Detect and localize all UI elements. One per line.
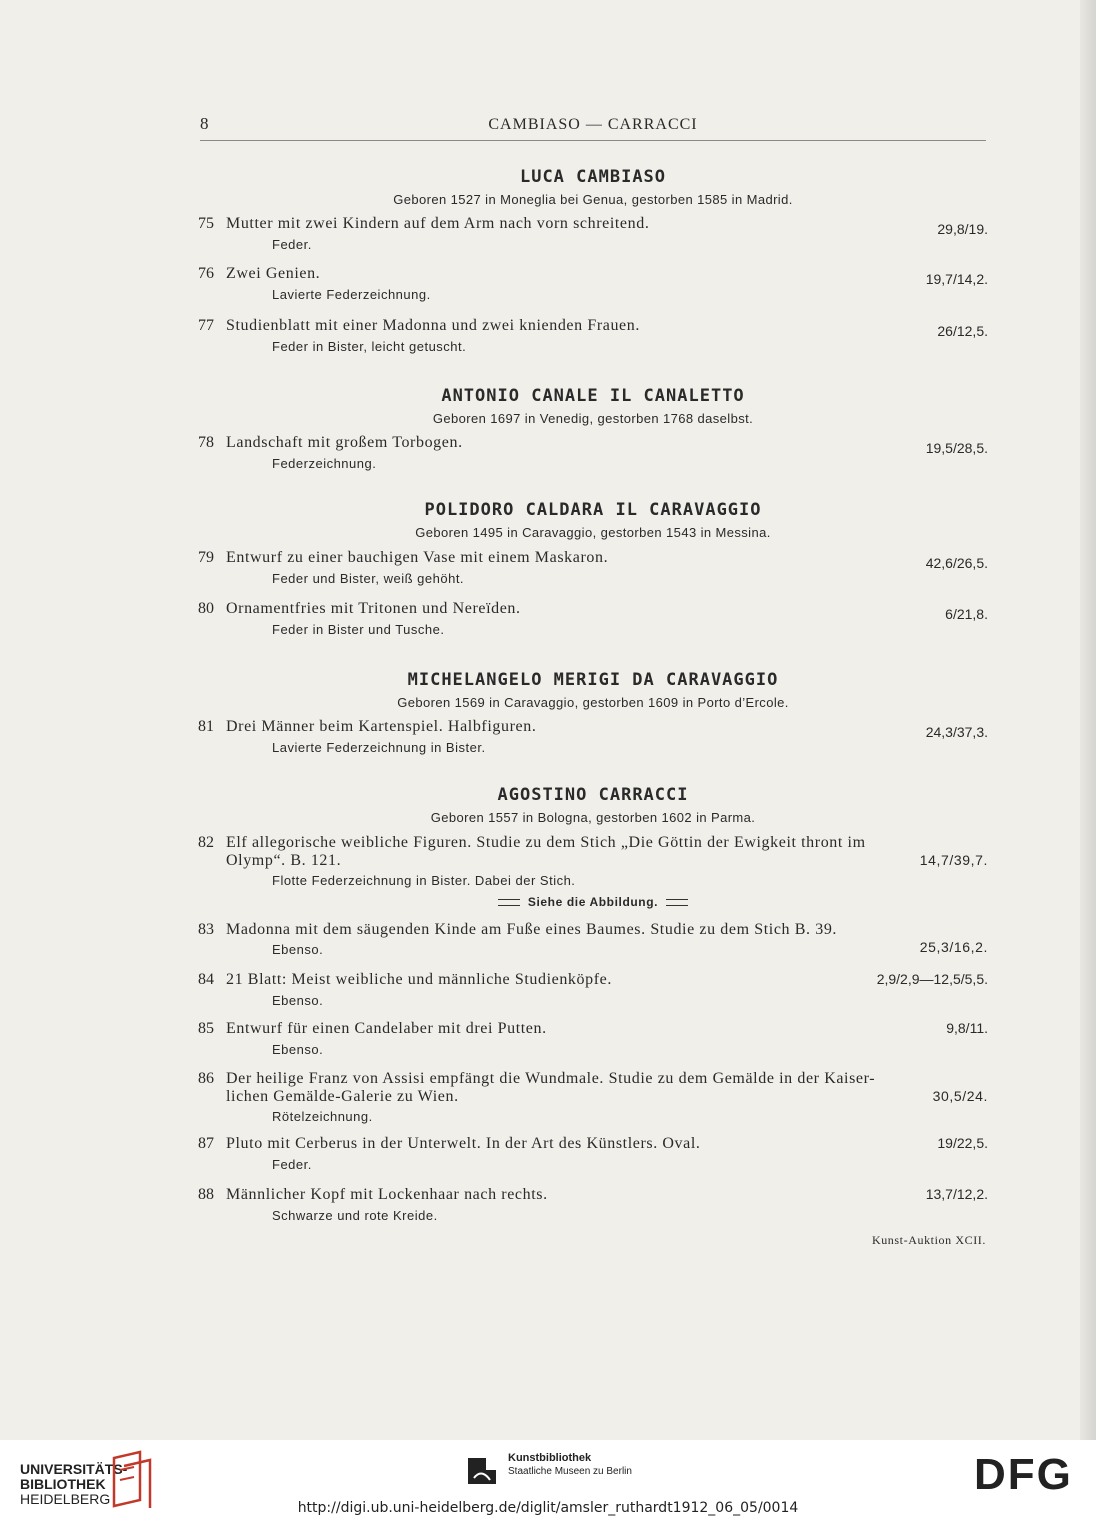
entry-title: Zwei Genien.: [226, 265, 321, 282]
catalog-entry: [198, 1070, 988, 1125]
entry-number: 81: [198, 718, 214, 735]
entry-number: 86: [198, 1070, 214, 1087]
entry-title: Mutter mit zwei Kindern auf dem Arm nach vorn schreitend.: [226, 215, 650, 232]
catalog-entry: [198, 1186, 988, 1224]
artist-bio: Geboren 1569 in Caravaggio, gestorben 1609 in Porto d’Ercole.: [397, 695, 789, 710]
artist-name: AGOSTINO CARRACCI: [497, 785, 689, 805]
signature-mark: Kunst-Auktion XCII.: [871, 1233, 986, 1247]
artist-bio: Geboren 1495 in Caravaggio, gestorben 1543 in Messina.: [415, 525, 771, 540]
entry-technique: Lavierte Federzeichnung.: [272, 287, 431, 302]
entry-measurement: 9,8/11.: [946, 1020, 988, 1036]
entry-number: 85: [198, 1020, 214, 1037]
artist-bio: Geboren 1697 in Venedig, gestorben 1768 daselbst.: [432, 411, 754, 426]
notice-text: Siehe die Abbildung.: [527, 895, 659, 909]
entry-number: 79: [198, 549, 214, 566]
entry-measurement: 30,5/24.: [932, 1088, 988, 1104]
entry-measurement: 26/12,5.: [937, 323, 988, 339]
entry-title: Landschaft mit großem Torbogen.: [226, 434, 463, 451]
artist-section: [200, 500, 986, 540]
kunstbibliothek-logo-icon: [466, 1456, 498, 1486]
catalog-entry: [198, 971, 988, 1009]
entry-technique: Feder.: [272, 237, 312, 252]
entry-title: Entwurf für einen Candelaber mit drei Putten.: [226, 1020, 547, 1037]
entry-technique: Ebenso.: [272, 993, 324, 1008]
entry-title-continuation: lichen Gemälde-Galerie zu Wien.: [226, 1088, 459, 1105]
artist-section: [200, 670, 986, 710]
entry-technique: Ebenso.: [272, 1042, 324, 1057]
permalink-url[interactable]: http://digi.ub.uni-heidelberg.de/diglit/amsler_ruthardt1912_06_05/0014: [297, 1500, 799, 1516]
entry-technique: Flotte Federzeichnung in Bister. Dabei der Stich.: [272, 873, 576, 888]
kunstbibliothek-title: Kunstbibliothek: [508, 1452, 592, 1464]
catalog-entry: [198, 718, 988, 756]
entry-technique: Feder und Bister, weiß gehöht.: [272, 571, 465, 586]
entry-title: Männlicher Kopf mit Lockenhaar nach rechts.: [226, 1186, 548, 1203]
entry-technique: Ebenso.: [272, 942, 324, 957]
library-line-3: HEIDELBERG: [20, 1491, 111, 1507]
entry-measurement: 42,6/26,5.: [925, 555, 988, 571]
catalog-entry: [198, 1020, 988, 1058]
entry-technique: Federzeichnung.: [272, 456, 377, 471]
artist-section: [200, 386, 986, 426]
entry-title: Drei Männer beim Kartenspiel. Halbfiguren.: [226, 718, 537, 735]
entry-measurement: 25,3/16,2.: [919, 939, 988, 955]
entry-number: 78: [198, 434, 214, 451]
kunstbibliothek-subtitle: Staatliche Museen zu Berlin: [508, 1466, 632, 1477]
entry-title: Ornamentfries mit Tritonen und Nereïden.: [226, 600, 521, 617]
catalog-entry: [198, 1135, 988, 1173]
entry-number: 87: [198, 1135, 214, 1152]
entry-measurement: 6/21,8.: [945, 606, 988, 622]
entry-measurement: 19,5/28,5.: [925, 440, 988, 456]
page-edge: [1080, 0, 1096, 1440]
entry-title-continuation: Olymp“. B. 121.: [226, 852, 342, 869]
entry-technique: Schwarze und rote Kreide.: [272, 1208, 438, 1223]
entry-number: 84: [198, 971, 214, 988]
illustration-notice: [200, 895, 986, 909]
running-title: CAMBIASO — CARRACCI: [488, 116, 698, 133]
entry-title: Der heilige Franz von Assisi empfängt die Wundmale. Studie zu dem Gemälde in der Kaiser-: [226, 1070, 876, 1087]
entry-title: 21 Blatt: Meist weibliche und männliche Studienköpfe.: [226, 971, 612, 988]
entry-technique: Feder in Bister und Tusche.: [272, 622, 445, 637]
entry-title: Studienblatt mit einer Madonna und zwei knienden Frauen.: [226, 317, 640, 334]
entry-measurement: 2,9/2,9—12,5/5,5.: [876, 971, 988, 987]
entry-number: 77: [198, 317, 214, 334]
artist-section: [200, 167, 986, 207]
entry-number: 82: [198, 834, 214, 851]
artist-name: LUCA CAMBIASO: [519, 167, 667, 187]
entry-technique: Lavierte Federzeichnung in Bister.: [272, 740, 486, 755]
entry-number: 80: [198, 600, 214, 617]
entry-technique: Rötelzeichnung.: [272, 1109, 373, 1124]
entry-title: Elf allegorische weibliche Figuren. Studie zu dem Stich „Die Göttin der Ewigkeit thront im: [226, 834, 866, 851]
catalog-entry: [198, 317, 988, 355]
entry-number: 75: [198, 215, 214, 232]
artist-section: [200, 785, 986, 825]
dfg-logo: DFG: [974, 1450, 1073, 1499]
entry-measurement: 14,7/39,7.: [919, 852, 988, 868]
entry-measurement: 19,7/14,2.: [925, 271, 988, 287]
entry-technique: Feder.: [272, 1157, 312, 1172]
artist-name: POLIDORO CALDARA IL CARAVAGGIO: [424, 500, 762, 520]
entry-title: Pluto mit Cerberus in der Unterwelt. In der Art des Künstlers. Oval.: [226, 1135, 701, 1152]
entry-title: Entwurf zu einer bauchigen Vase mit einem Maskaron.: [226, 549, 609, 566]
entry-number: 88: [198, 1186, 214, 1203]
entry-measurement: 13,7/12,2.: [925, 1186, 988, 1202]
catalog-entry: [198, 834, 988, 889]
entry-number: 76: [198, 265, 214, 282]
entry-technique: Feder in Bister, leicht getuscht.: [272, 339, 467, 354]
catalog-entry: [198, 434, 988, 472]
entry-measurement: 29,8/19.: [937, 221, 988, 237]
catalog-entry: [198, 600, 988, 638]
entry-measurement: 24,3/37,3.: [925, 724, 988, 740]
catalog-entry: [198, 921, 988, 958]
catalog-entry: [198, 215, 988, 253]
artist-bio: Geboren 1527 in Moneglia bei Genua, gestorben 1585 in Madrid.: [393, 192, 793, 207]
entry-measurement: 19/22,5.: [937, 1135, 988, 1151]
artist-name: ANTONIO CANALE IL CANALETTO: [441, 386, 745, 406]
entry-title: Madonna mit dem säugenden Kinde am Fuße eines Baumes. Studie zu dem Stich B. 39.: [226, 921, 838, 938]
library-line-2: BIBLIOTHEK: [20, 1476, 106, 1492]
library-line-1: UNIVERSITÄTS-: [20, 1461, 128, 1477]
artist-name: MICHELANGELO MERIGI DA CARAVAGGIO: [407, 670, 779, 690]
page-number: 8: [200, 114, 209, 133]
double-rule-left: [498, 899, 520, 906]
catalog-entry: [198, 549, 988, 587]
artist-bio: Geboren 1557 in Bologna, gestorben 1602 in Parma.: [430, 810, 756, 825]
page-header: [200, 114, 986, 141]
double-rule-right: [666, 899, 688, 906]
entry-number: 83: [198, 921, 214, 938]
catalog-entry: [198, 265, 988, 303]
